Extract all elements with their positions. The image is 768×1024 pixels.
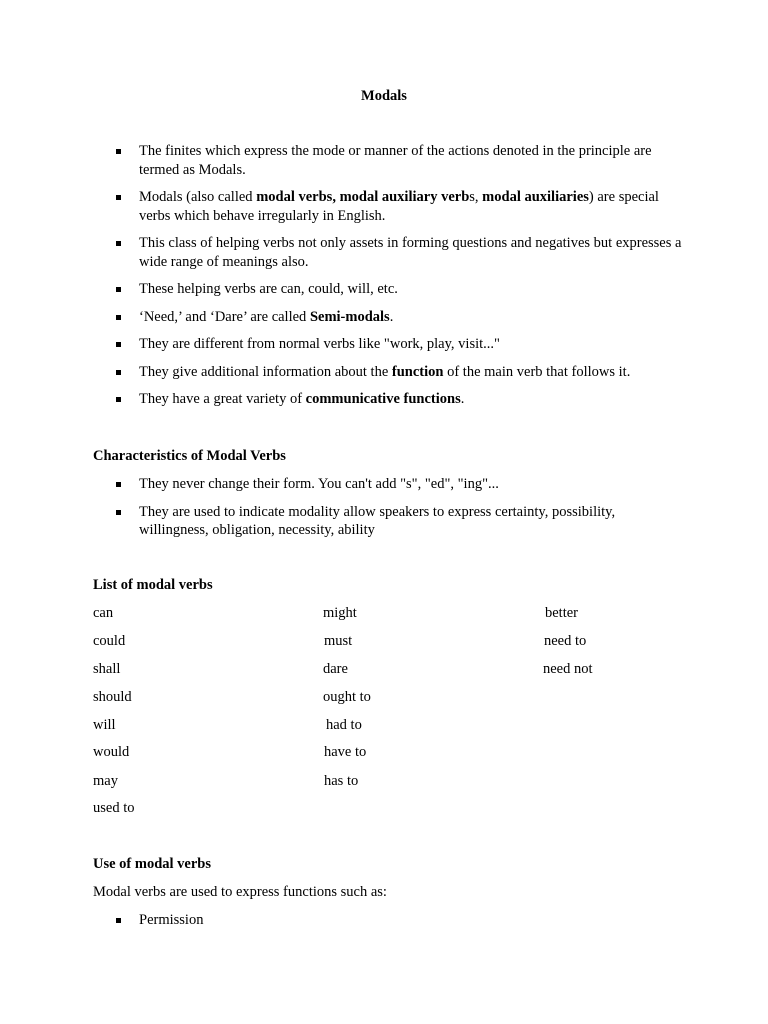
modal-verb: may [93,773,118,789]
square-bullet-icon [116,241,121,246]
bullet-text: of the main verb that follows it. [443,363,631,380]
bold-term: modal auxiliaries [482,189,589,205]
bold-term: communicative functions [305,391,461,407]
use-bullet-list [93,911,683,939]
bullet-text: They are different from normal verbs like "work, play, visit..." [139,336,500,352]
bold-term: Semi-modals [309,308,390,325]
list-item [93,234,683,280]
bullet-text: . [460,391,465,407]
list-item [93,475,683,503]
modal-verb: should [93,689,132,705]
modal-verb: can [93,605,114,621]
list-item [93,363,683,391]
modal-verb: might [323,605,357,621]
modal-verb: have to [324,744,367,760]
list-item [93,308,683,336]
modal-verb: used to [93,800,135,816]
square-bullet-icon [116,510,121,515]
characteristics-bullet-list [93,475,683,549]
use-intro-paragraph: Modal verbs are used to express functions such as: [93,884,387,900]
bullet-text: . [389,308,394,325]
square-bullet-icon [116,397,121,402]
modal-verb: ought to [323,689,371,705]
modal-verb: need to [544,633,587,649]
modal-verb: dare [323,661,348,677]
list-item [93,911,683,939]
list-item [93,390,683,418]
intro-bullet-list [93,142,683,418]
square-bullet-icon [116,342,121,347]
bold-term: modal verbs, modal auxiliary verb [256,189,470,205]
square-bullet-icon [116,918,121,923]
bullet-text: This class of helping verbs not only assets in forming questions and negatives but expresses a wide range of meanings also. [139,235,682,270]
bullet-text: They give additional information about the [139,363,392,380]
section-heading-use: Use of modal verbs [93,856,212,872]
bullet-text: ‘Need,’ and ‘Dare’ are called [139,308,310,325]
modal-verb: will [93,717,116,733]
list-item [93,335,683,363]
bold-term: function [391,363,444,380]
bullet-text: They have a great variety of [139,391,306,407]
modal-verb: had to [326,717,362,733]
bullet-text: These helping verbs are can, could, will, etc. [139,281,398,297]
modal-verb: has to [324,773,359,789]
modal-verb: would [93,744,130,760]
bullet-text: They are used to indicate modality allow speakers to express certainty, possibility, willingness, obligation, necessity, ability [139,503,616,538]
document-title: Modals [361,88,407,104]
list-item [93,280,683,308]
square-bullet-icon [116,370,121,375]
bullet-text: Modals (also called [139,189,257,205]
section-heading-characteristics: Characteristics of Modal Verbs [93,448,286,464]
list-item [93,188,683,234]
list-item [93,503,683,549]
modal-verb: better [545,605,579,621]
modal-verb: could [93,633,126,649]
bullet-text: Permission [139,912,204,928]
bullet-text: ) are special verbs which behave irregularly in English. [139,189,659,224]
bullet-text: s, [469,189,483,205]
modal-verb: must [324,633,353,649]
bullet-text: The finites which express the mode or manner of the actions denoted in the principle are termed as Modals. [139,143,652,178]
modal-verb: shall [93,661,121,677]
square-bullet-icon [116,287,121,292]
section-heading-modal-list: List of modal verbs [93,577,213,593]
square-bullet-icon [116,195,121,200]
square-bullet-icon [116,149,121,154]
bullet-text: They never change their form. You can't add "s", "ed", "ing"... [139,476,499,492]
square-bullet-icon [116,482,121,487]
square-bullet-icon [116,315,121,320]
modal-verb: need not [543,661,593,677]
list-item [93,142,683,188]
